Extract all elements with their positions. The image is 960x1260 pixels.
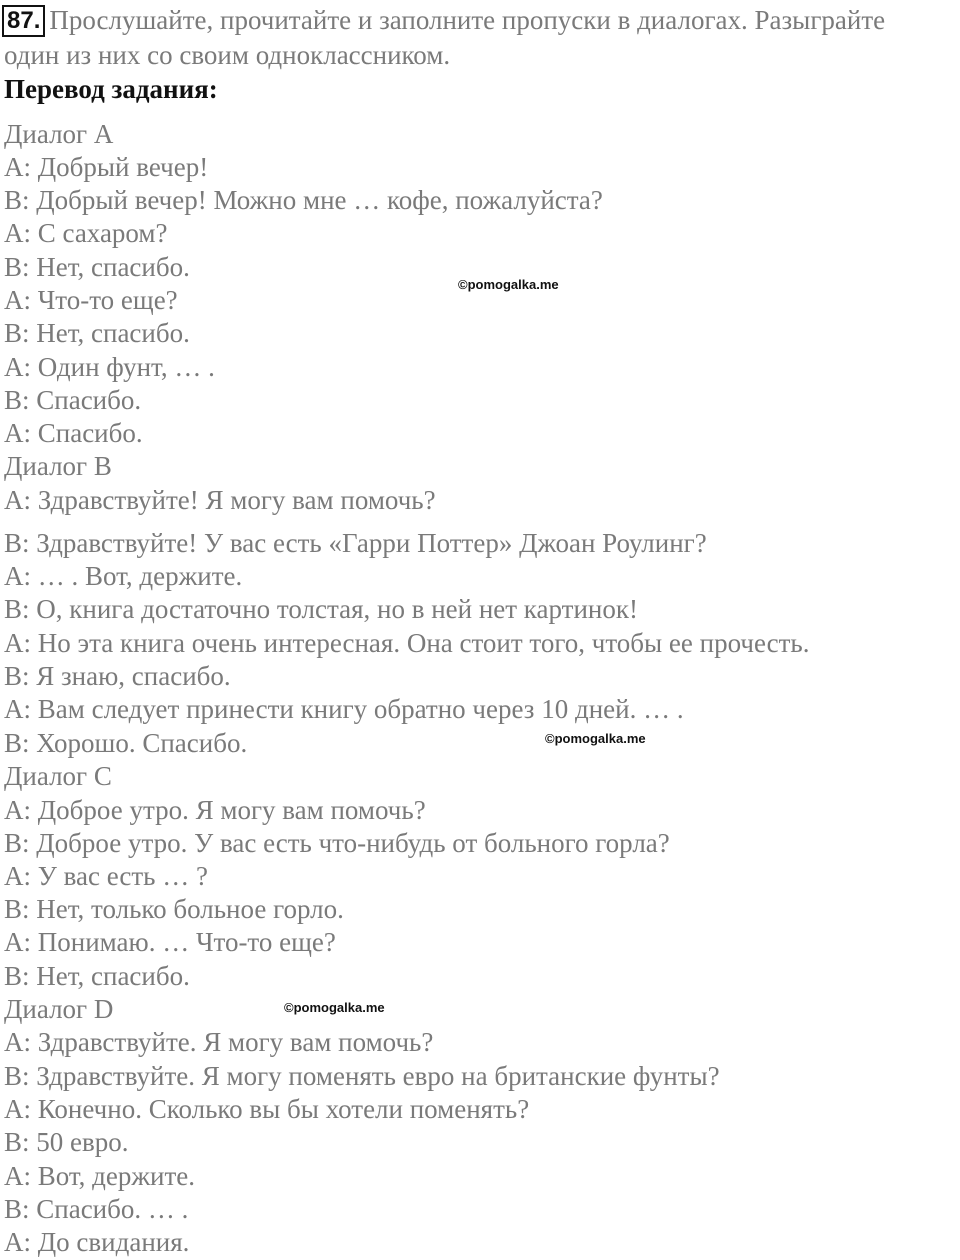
- translation-heading: Перевод задания:: [4, 74, 218, 104]
- task-number: 87.: [2, 5, 45, 37]
- dialog-line: B: Спасибо. … .: [4, 1194, 189, 1224]
- dialog-line: A: Доброе утро. Я могу вам помочь?: [4, 795, 426, 825]
- dialog-line: A: Здравствуйте! Я могу вам помочь?: [4, 485, 436, 515]
- dialog-line: B: Хорошо. Спасибо.: [4, 728, 248, 758]
- dialog-line: B: О, книга достаточно толстая, но в ней нет картинок!: [4, 594, 638, 624]
- dialog-line: A: Вот, держите.: [4, 1161, 196, 1191]
- dialog-line: A: Спасибо.: [4, 418, 143, 448]
- task-instruction-line-2: один из них со своим одноклассником.: [4, 40, 451, 70]
- dialog-line: A: У вас есть … ?: [4, 861, 208, 891]
- dialog-line: A: Вам следует принести книгу обратно через 10 дней. … .: [4, 694, 684, 724]
- dialog-line: A: … . Вот, держите.: [4, 561, 243, 591]
- dialog-line: B: Нет, спасибо.: [4, 961, 190, 991]
- watermark: ©pomogalka.me: [545, 731, 646, 746]
- dialog-line: A: До свидания.: [4, 1227, 190, 1257]
- dialog-line: A: Один фунт, … .: [4, 352, 215, 382]
- dialog-line: A: Здравствуйте. Я могу вам помочь?: [4, 1027, 434, 1057]
- task-instruction-line-1: [2, 4, 885, 37]
- dialog-line: B: Спасибо.: [4, 385, 142, 415]
- dialog-line: B: Нет, спасибо.: [4, 252, 190, 282]
- dialog-line: B: Нет, спасибо.: [4, 318, 190, 348]
- dialog-line: A: Добрый вечер!: [4, 152, 209, 182]
- task-text-1: Прослушайте, прочитайте и заполните пропуски в диалогах. Разыграйте: [49, 5, 886, 35]
- dialog-line: A: С сахаром?: [4, 218, 168, 248]
- dialog-line: A: Но эта книга очень интересная. Она стоит того, чтобы ее прочесть.: [4, 628, 810, 658]
- watermark: ©pomogalka.me: [284, 1000, 385, 1015]
- dialog-line: B: Я знаю, спасибо.: [4, 661, 231, 691]
- dialog-line: B: Доброе утро. У вас есть что-нибудь от больного горла?: [4, 828, 670, 858]
- dialog-line: B: Здравствуйте! У вас есть «Гарри Поттер» Джоан Роулинг?: [4, 528, 707, 558]
- dialog-d-title: Диалог D: [4, 994, 114, 1024]
- dialog-line: A: Конечно. Сколько вы бы хотели поменять?: [4, 1094, 530, 1124]
- dialog-line: B: Добрый вечер! Можно мне … кофе, пожалуйста?: [4, 185, 603, 215]
- dialog-b-title: Диалог B: [4, 451, 112, 481]
- watermark: ©pomogalka.me: [458, 277, 559, 292]
- dialog-a-title: Диалог A: [4, 119, 114, 149]
- dialog-line: B: Нет, только больное горло.: [4, 894, 344, 924]
- dialog-line: A: Что-то еще?: [4, 285, 178, 315]
- dialog-line: B: Здравствуйте. Я могу поменять евро на британские фунты?: [4, 1061, 720, 1091]
- dialog-line: A: Понимаю. … Что-то еще?: [4, 927, 336, 957]
- dialog-line: B: 50 евро.: [4, 1127, 129, 1157]
- dialog-c-title: Диалог C: [4, 761, 112, 791]
